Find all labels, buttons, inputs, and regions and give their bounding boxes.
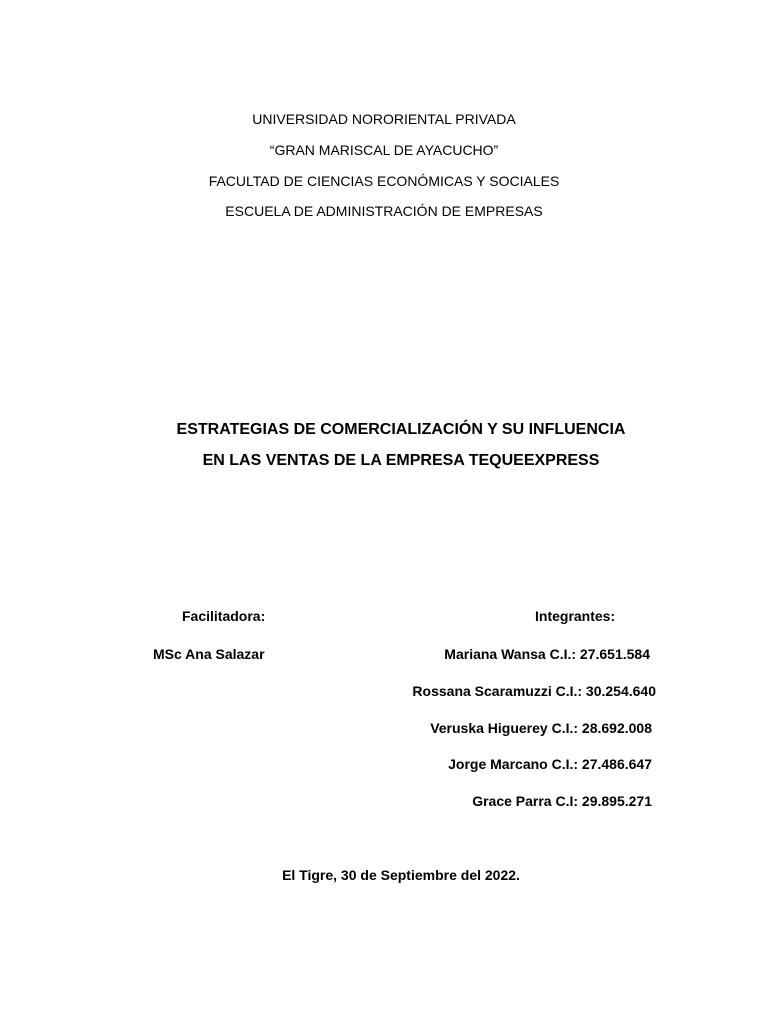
faculty-name [0, 172, 768, 190]
member-item: Jorge Marcano C.I.: 27.486.647 [448, 756, 652, 772]
school-name-text: ESCUELA DE ADMINISTRACIÓN DE EMPRESAS [225, 203, 543, 219]
university-name-text: UNIVERSIDAD NORORIENTAL PRIVADA [252, 111, 516, 127]
member-item: Grace Parra C.I: 29.895.271 [472, 793, 652, 809]
member-item: Veruska Higuerey C.I.: 28.692.008 [430, 720, 652, 736]
university-name [0, 110, 768, 128]
document-title-line-2: EN LAS VENTAS DE LA EMPRESA TEQUEEXPRESS [202, 452, 600, 469]
member-item: Rossana Scaramuzzi C.I.: 30.254.640 [412, 683, 656, 699]
university-motto-text: “GRAN MARISCAL DE AYACUCHO” [269, 142, 499, 158]
members-label: Integrantes: [535, 608, 616, 624]
faculty-name-text: FACULTAD DE CIENCIAS ECONÓMICAS Y SOCIALES [208, 173, 560, 189]
member-item: Mariana Wansa C.I.: 27.651.584 [444, 646, 650, 662]
university-motto [0, 141, 768, 159]
facilitator-name: MSc Ana Salazar [153, 646, 265, 662]
facilitator-label: Facilitadora: [182, 608, 266, 624]
school-name [0, 202, 768, 220]
date-place: El Tigre, 30 de Septiembre del 2022. [282, 867, 520, 883]
document-title-line-1: ESTRATEGIAS DE COMERCIALIZACIÓN Y SU INFLUENCIA [176, 421, 626, 438]
